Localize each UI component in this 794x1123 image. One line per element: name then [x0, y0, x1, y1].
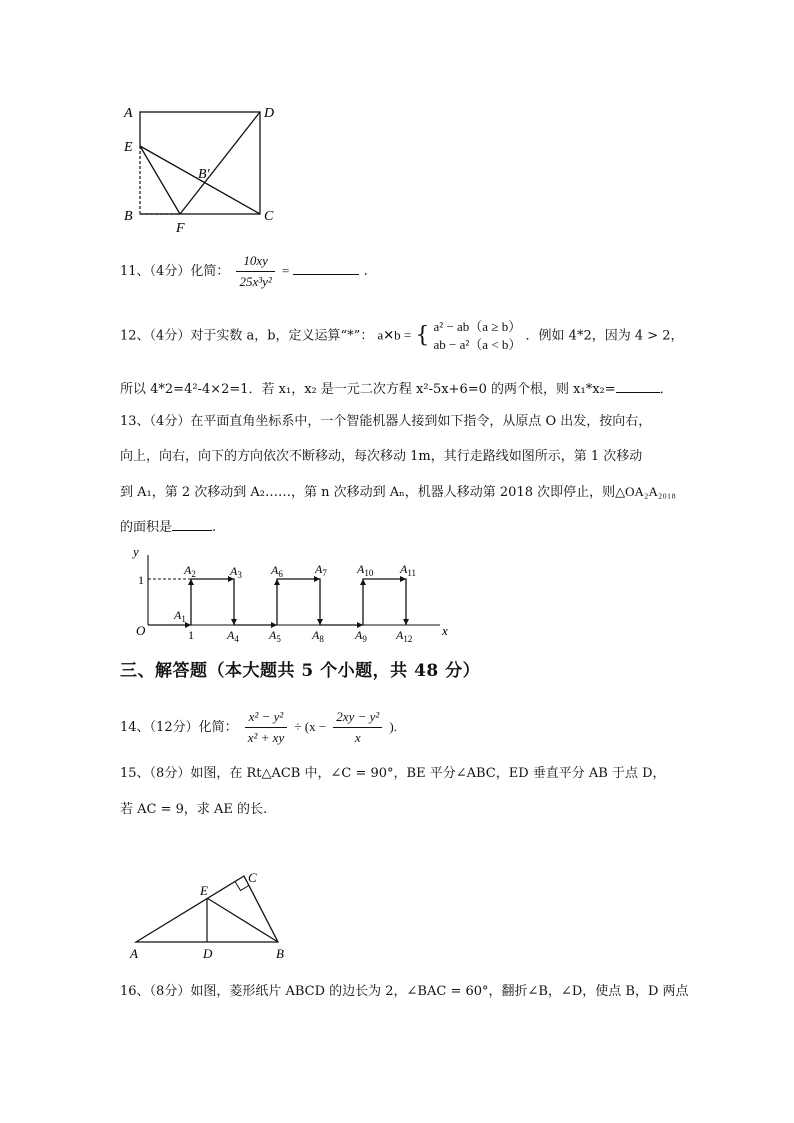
label-B-prime: B′ — [198, 167, 210, 182]
q11-denominator: 25x³y² — [239, 274, 272, 289]
question-13-line-1: 13、（4分）在平面直角坐标系中，一个智能机器人接到如下指令，从原点 O 出发，按向右， — [120, 414, 652, 429]
segment-fd — [180, 112, 260, 214]
label-C: C — [264, 209, 274, 224]
q11-fraction — [236, 252, 274, 291]
origin-label: O — [136, 623, 146, 638]
label-F: F — [176, 221, 185, 236]
label-E: E — [124, 140, 133, 155]
q11-equals: = — [281, 263, 290, 278]
square-abcd — [140, 112, 260, 214]
q14-f2-denominator: x — [354, 730, 361, 745]
x-axis-label: x — [442, 623, 448, 638]
q14-fraction-1 — [245, 708, 287, 747]
q12-answer-blank[interactable] — [616, 378, 660, 393]
question-13-line-3 — [120, 482, 676, 503]
q14-fraction-2 — [333, 708, 382, 747]
label-B: B — [276, 946, 284, 961]
q14-f1-numerator: x² − y² — [245, 708, 287, 728]
q12-line1-suffix: ．例如 4*2，因为 4 > 2， — [525, 328, 684, 344]
q11-answer-blank[interactable] — [293, 260, 359, 275]
q13-triangle: △OA₂A₂₀₁₈ — [615, 484, 676, 499]
question-13-line-4 — [120, 516, 216, 538]
right-triangle-figure — [128, 868, 298, 964]
q12-def-rhs: b = — [394, 327, 412, 343]
q14-prefix: 14、（12分）化简： — [120, 720, 238, 735]
q13-line4-end: . — [212, 520, 217, 535]
x-tick-label: 1 — [188, 628, 194, 642]
label-C: C — [248, 870, 257, 885]
q12-cases — [434, 318, 522, 354]
label-E: E — [200, 883, 208, 898]
label-D: D — [203, 946, 213, 961]
q12-line2-text: 所以 4*2=4²-4×2=1．若 x₁，x₂ 是一元二次方程 x²-5x+6=0 的两个根，则 x₁*x₂= — [120, 382, 616, 397]
section-3-heading: 三、解答题（本大题共 5 个小题，共 48 分） — [120, 661, 481, 681]
q12-case-1: a² − ab（a ≥ b） — [433, 319, 522, 334]
y-tick-label: 1 — [138, 573, 144, 587]
label-D: D — [264, 106, 275, 121]
point-label-A4: $A_4$ — [227, 628, 239, 643]
y-axis-label: y — [133, 545, 139, 559]
q11-prefix: 11、（4分）化简： — [120, 264, 230, 279]
q13-line3-text: 到 A₁，第 2 次移动到 A₂……，第 n 次移动到 Aₙ，机器人移动第 2018 次即停止，则 — [120, 485, 616, 500]
label-B: B — [124, 209, 133, 224]
square-fold-figure — [118, 98, 288, 238]
q12-line2-end: ． — [659, 382, 673, 397]
question-11 — [120, 252, 368, 291]
q13-answer-blank[interactable] — [172, 516, 212, 531]
point-label-A7: $A_7$ — [315, 562, 327, 578]
q14-f2-numerator: 2xy − y² — [333, 708, 382, 728]
segment-ef — [140, 146, 180, 214]
q14-f1-denominator: x² + xy — [247, 730, 285, 745]
label-A: A — [124, 106, 133, 121]
q11-numerator: 10xy — [236, 252, 274, 272]
point-label-A2: $A_2$ — [184, 563, 196, 579]
point-label-A9: $A_9$ — [355, 628, 367, 643]
q14-operator: ÷ (x − — [294, 719, 327, 734]
question-15-line-1: 15、（8分）如图，在 Rt△ACB 中，∠C = 90°，BE 平分∠ABC，ED 垂直平分 AB 于点 D， — [120, 766, 666, 781]
q12-line1-prefix: 12、（4分）对于实数 a，b，定义运算“ — [120, 328, 348, 344]
point-label-A10: $A_{10}$ — [357, 562, 374, 578]
q12-def-op: ✕ — [383, 328, 395, 344]
q13-line4-text: 的面积是 — [120, 520, 173, 535]
point-label-A8: $A_8$ — [312, 628, 324, 643]
question-16-line-1: 16、（8分）如图，菱形纸片 ABCD 的边长为 2，∠BAC = 60°，翻折∠B，∠D，使点 B，D 两点 — [120, 984, 689, 999]
q11-end: . — [363, 264, 368, 279]
question-13-line-2: 向上，向右，向下的方向依次不断移动，每次移动 1m，其行走路线如图所示，第 1 次移动 — [120, 449, 643, 464]
robot-path-figure — [130, 545, 460, 643]
q12-brace: { — [415, 323, 430, 348]
question-12-line-1 — [120, 318, 684, 354]
q12-case-2: ab − a²（a < b） — [433, 337, 522, 352]
point-label-A3: $A_3$ — [230, 564, 242, 580]
point-label-A5: $A_5$ — [269, 628, 281, 643]
q12-line1-mid: ”： — [353, 328, 374, 344]
q12-def-lhs: a — [377, 327, 384, 343]
question-14 — [120, 708, 397, 747]
point-label-A12: $A_{12}$ — [396, 628, 413, 643]
q12-star-symbol: * — [347, 328, 354, 344]
point-label-A6: $A_6$ — [271, 563, 283, 579]
point-label-A1: $A_1$ — [174, 608, 186, 624]
point-label-A11: $A_{11}$ — [400, 562, 417, 578]
label-A: A — [130, 946, 138, 961]
q14-end: ). — [389, 719, 398, 734]
question-15-line-2: 若 AC = 9，求 AE 的长. — [120, 802, 268, 817]
question-12-line-2 — [120, 378, 673, 400]
